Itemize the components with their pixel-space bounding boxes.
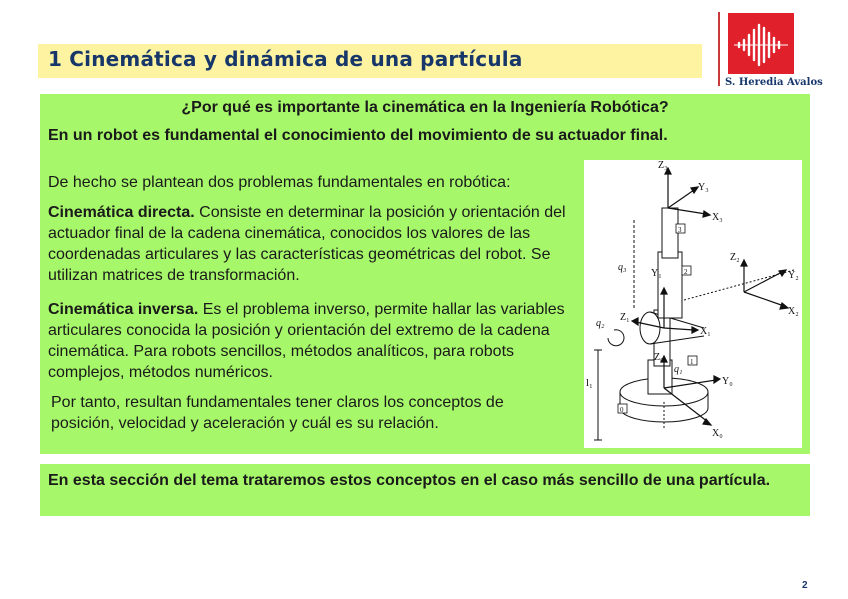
direct-kinematics-term: Cinemática directa. (48, 204, 195, 221)
x0-label: X₀ (712, 428, 723, 439)
x1-label: X₁ (700, 326, 711, 337)
link-1-label: 1 (690, 358, 694, 366)
section-question: ¿Por qué es importante la cinemática en la Ingeniería Robótica? (181, 99, 669, 116)
l1-label: l₁ (586, 377, 593, 389)
header-divider (718, 12, 720, 86)
logo (728, 13, 794, 74)
summary-text: En esta sección del tema trataremos estos conceptos en el caso más sencillo de una partícula. (48, 472, 771, 489)
q1-label: q₁ (674, 364, 683, 375)
x2-label: X₂ (788, 306, 799, 317)
direct-kinematics-paragraph (48, 202, 568, 286)
x3-label: X₃ (712, 212, 723, 223)
y3-label: Y₃ (698, 182, 709, 193)
link-0-label: 0 (620, 406, 624, 414)
logo-waveform-icon (728, 13, 794, 74)
direct-kinematics-text: Consiste en determinar la posición y orientación del actuador final de la cadena cinemática, conocidos los valores de las coordenadas articulares y las características geométricas del robot. Se utilizan matrices de transformación. (48, 204, 566, 284)
intro-paragraph: De hecho se plantean dos problemas fundamentales en robótica: (48, 174, 511, 191)
q2-label: q₂ (596, 318, 605, 329)
conclusion-paragraph: Por tanto, resultan fundamentales tener claros los conceptos de posición, velocidad y aceleración y cuál es su relación. (51, 394, 504, 432)
lead-statement: En un robot es fundamental el conocimiento del movimiento de su actuador final. (48, 127, 668, 144)
q3-label: q₃ (618, 262, 627, 273)
page-number: 2 (802, 580, 808, 591)
inverse-kinematics-text: Es el problema inverso, permite hallar las variables articulares conocida la posición y orientación del extremo de la cadena cinemática. Para robots sencillos, métodos analíticos, para robots complejos, métodos numéricos. (48, 301, 565, 381)
inverse-kinematics-term: Cinemática inversa. (48, 301, 199, 318)
z3-label: Z₃ (658, 160, 668, 171)
slide-title: 1 Cinemática y dinámica de una partícula (48, 47, 523, 71)
z1-label: Z₁ (620, 312, 630, 323)
link-2-label: 2 (684, 268, 688, 276)
robot-kinematic-diagram (584, 160, 802, 448)
inverse-kinematics-paragraph (48, 299, 568, 383)
title-bar (38, 44, 702, 78)
y1-label: Y₁ (651, 268, 662, 279)
y0-label: Y₀ (722, 376, 733, 387)
z0-label: Z₀ (654, 352, 664, 363)
link-3-label: 3 (678, 226, 682, 234)
y2-label: Y₂ (788, 270, 799, 281)
author-name: S. Heredia Avalos (725, 77, 823, 88)
z2-label: Z₂ (730, 252, 740, 263)
summary-box (40, 464, 810, 516)
